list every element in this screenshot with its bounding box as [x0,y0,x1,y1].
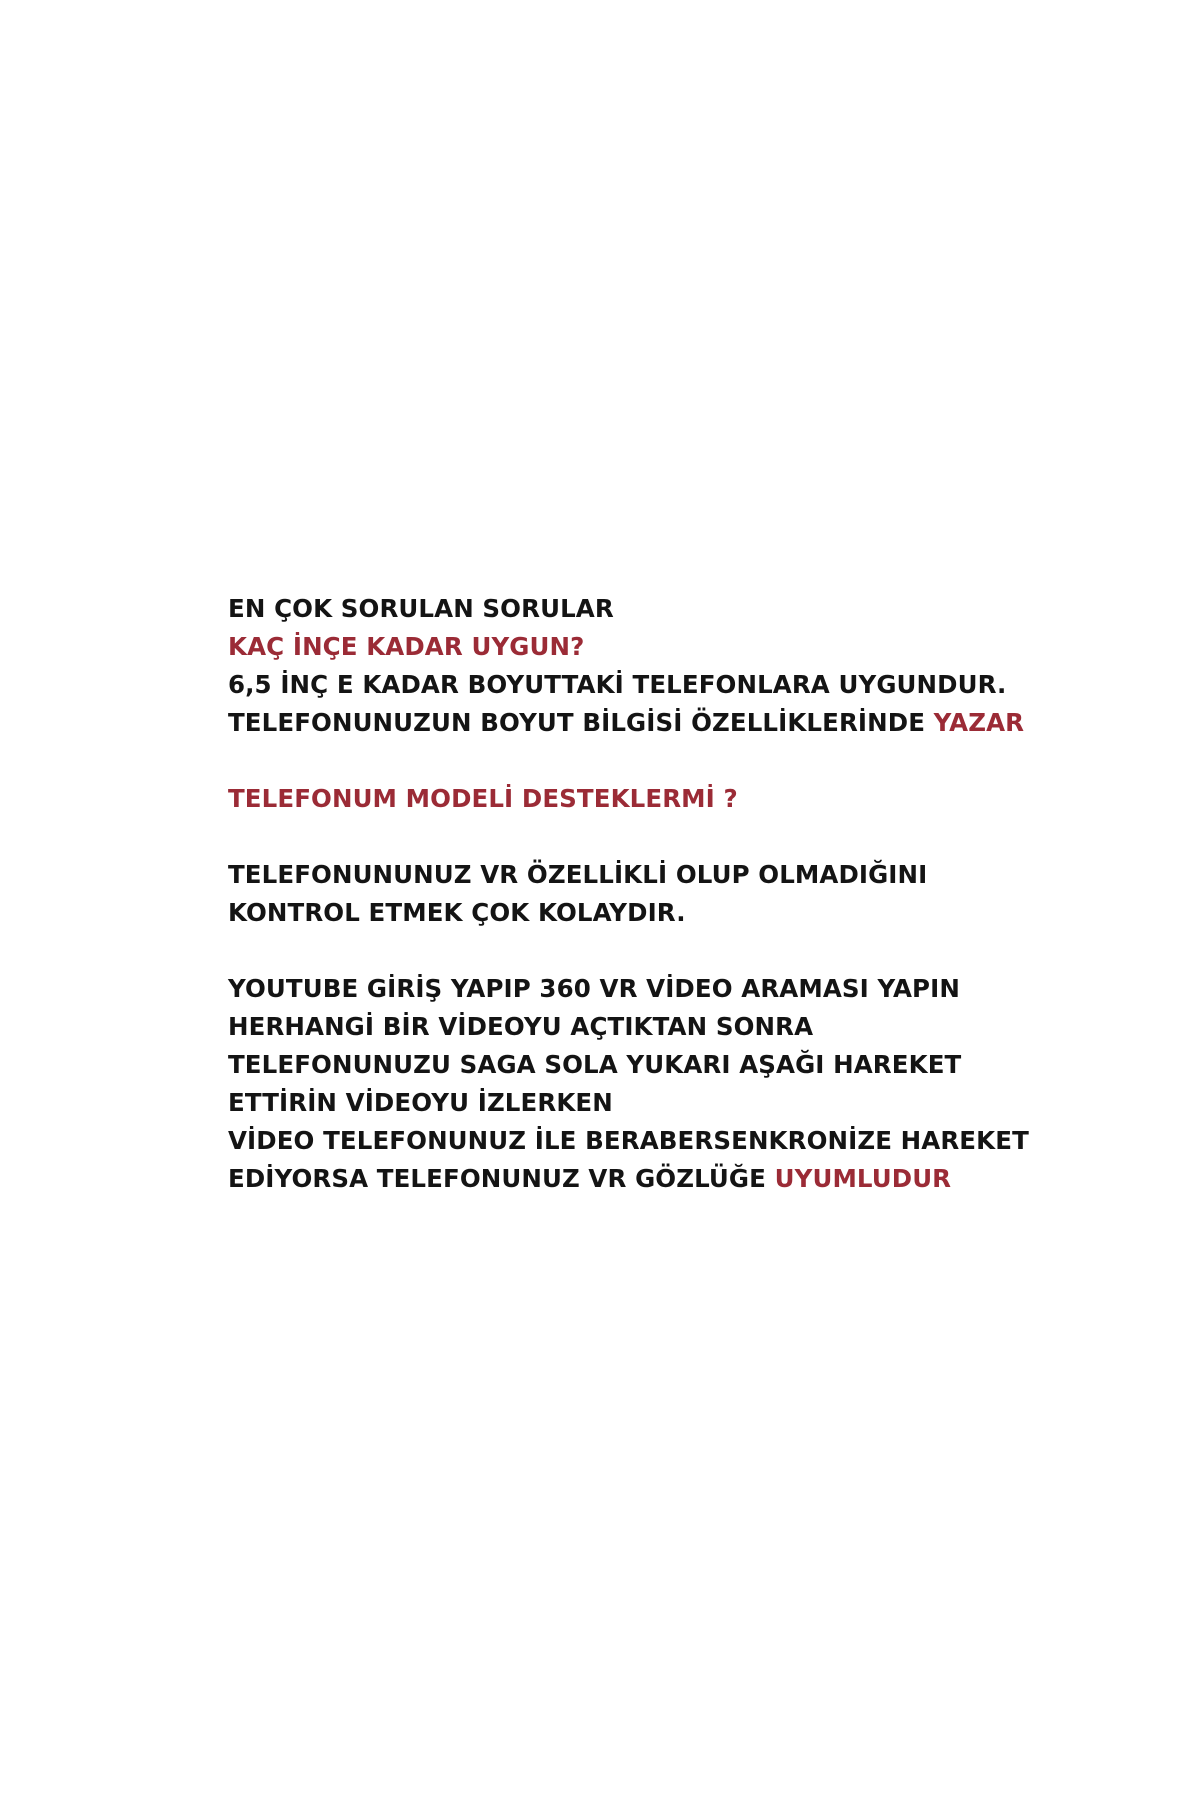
answer-model-support-p1-line-1: TELEFONUNUNUZ VR ÖZELLİKLİ OLUP OLMADIĞINI [228,860,928,889]
answer-model-support-p2-line-5: VİDEO TELEFONUNUZ İLE BERABERSENKRONİZE HAREKET [228,1126,1029,1155]
answer-screen-size-line-1: 6,5 İNÇ E KADAR BOYUTTAKİ TELEFONLARA UYGUNDUR. [228,670,1007,699]
answer-model-support-p2-line-4: ETTİRİN VİDEOYU İZLERKEN [228,1088,613,1117]
answer-screen-size-text: TELEFONUNUZUN BOYUT BİLGİSİ ÖZELLİKLERİNDE [228,708,934,737]
answer-model-support-p2-line-1: YOUTUBE GİRİŞ YAPIP 360 VR VİDEO ARAMASI YAPIN [228,974,960,1003]
answer-model-support-p1-line-2: KONTROL ETMEK ÇOK KOLAYDIR. [228,898,686,927]
spacer [228,818,1128,856]
spacer [228,742,1128,780]
answer-compatibility-text: EDİYORSA TELEFONUNUZ VR GÖZLÜĞE [228,1164,775,1193]
question-model-support: TELEFONUM MODELİ DESTEKLERMİ ? [228,784,738,813]
spacer [228,932,1128,970]
faq-heading: EN ÇOK SORULAN SORULAR [228,594,614,623]
answer-model-support-p2-line-2: HERHANGİ BİR VİDEOYU AÇTIKTAN SONRA [228,1012,814,1041]
answer-model-support-p2-line-6 [228,1160,1128,1198]
question-screen-size: KAÇ İNÇE KADAR UYGUN? [228,632,585,661]
answer-screen-size-line-2 [228,704,1128,742]
answer-screen-size-highlight: YAZAR [933,708,1025,737]
faq-block [228,590,1128,1198]
answer-model-support-p2-line-3: TELEFONUNUZU SAGA SOLA YUKARI AŞAĞI HAREKET [228,1050,962,1079]
answer-compatibility-highlight: UYUMLUDUR [774,1164,952,1193]
